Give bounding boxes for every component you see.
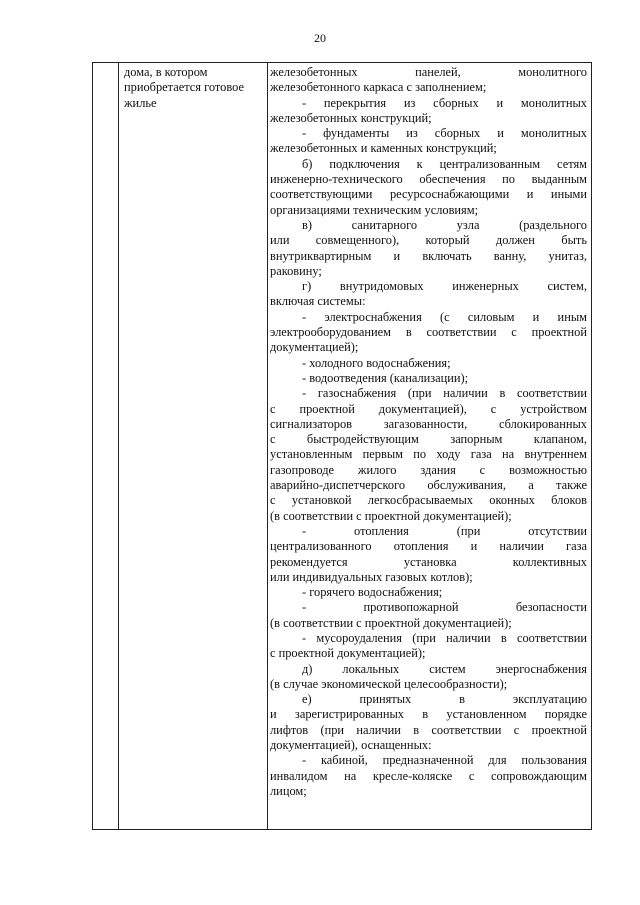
requirements-text-line: - кабиной, предназначенной для пользования <box>302 753 587 768</box>
requirements-text-line: инвалидом на кресле-коляске с сопровождающим <box>270 768 587 783</box>
requirements-text-line: железобетонных панелей, монолитного <box>270 65 587 79</box>
requirements-text-line: г) внутридомовых инженерных систем, <box>302 279 587 294</box>
requirements-text-line: аварийно-диспетчерского обслуживания, а также <box>270 478 587 493</box>
object-description-line: жилье <box>124 95 157 110</box>
requirements-text-line: лицом; <box>270 783 307 798</box>
requirements-text-line: с установкой легкосбрасываемых оконных блоков <box>270 493 587 508</box>
requirements-text-line: е) принятых в эксплуатацию <box>302 692 587 707</box>
requirements-text-line: (в случае экономической целесообразности); <box>270 676 508 691</box>
requirements-text-line: или индивидуальных газовых котлов); <box>270 569 473 584</box>
requirements-text-line: - водоотведения (канализации); <box>302 370 469 385</box>
requirements-text-line: установленным первым по ходу газа на внутреннем <box>270 447 587 462</box>
requirements-text-line: рекомендуется установка коллективных <box>270 554 587 569</box>
requirements-text-line: - противопожарной безопасности <box>302 600 587 615</box>
requirements-text-line: - мусороудаления (при наличии в соответствии <box>302 630 587 645</box>
requirements-text-line: - фундаменты из сборных и монолитных <box>302 126 587 141</box>
requirements-text-line: (в соответствии с проектной документацией); <box>270 508 512 523</box>
requirements-table <box>92 62 592 830</box>
requirements-text-line: сигнализаторов загазованности, сблокированных <box>270 416 587 431</box>
requirements-text-line: железобетонных конструкций; <box>270 110 432 125</box>
requirements-text-line: в) санитарного узла (раздельного <box>302 217 587 232</box>
requirements-text-line: или совмещенного), который должен быть <box>270 233 587 248</box>
requirements-text-line: централизованного отопления и наличии газа <box>270 539 587 554</box>
requirements-text-line: - газоснабжения (при наличии в соответствии <box>302 386 587 401</box>
requirements-text-line: организациями техническим условиям; <box>270 202 479 217</box>
requirements-text-line: газопроводе жилого здания с возможностью <box>270 462 587 477</box>
requirements-text-line: - перекрытия из сборных и монолитных <box>302 95 587 110</box>
requirements-text-line: - горячего водоснабжения; <box>302 585 443 600</box>
requirements-text-line: - отопления (при отсутствии <box>302 523 587 538</box>
column-divider <box>118 63 119 829</box>
requirements-text-line: включая системы: <box>270 294 366 309</box>
requirements-text-line: внутриквартирным и включать ванну, унитаз, <box>270 248 587 263</box>
requirements-text-line: д) локальных систем энергоснабжения <box>302 661 587 676</box>
requirements-text-line: - электроснабжения (с силовым и иным <box>302 309 587 324</box>
requirements-text-line: электрооборудованием в соответствии с проектной <box>270 325 587 340</box>
requirements-text-line: (в соответствии с проектной документацией); <box>270 615 512 630</box>
object-description-line: приобретается готовое <box>124 80 244 95</box>
page-number: 20 <box>314 31 326 45</box>
requirements-text-line: соответствующими ресурсоснабжающими и иными <box>270 187 587 202</box>
requirements-text-line: железобетонного каркаса с заполнением; <box>270 80 487 95</box>
requirements-text-line: документацией), оснащенных: <box>270 738 432 753</box>
requirements-text-line: с быстродействующим запорным клапаном, <box>270 432 587 447</box>
requirements-text-line: документацией); <box>270 340 359 355</box>
requirements-text-line: с проектной документацией), с устройством <box>270 401 587 416</box>
object-description-cell <box>124 65 264 111</box>
requirements-text-line: инженерно-технического обеспечения по выданным <box>270 172 587 187</box>
requirements-text-line: и зарегистрированных в установленном порядке <box>270 707 587 722</box>
requirements-text-line: с проектной документацией); <box>270 646 426 661</box>
requirements-text-line: лифтов (при наличии в соответствии с проектной <box>270 722 587 737</box>
requirements-text-line: - холодного водоснабжения; <box>302 355 451 370</box>
column-divider <box>267 63 268 829</box>
requirements-text-line: раковину; <box>270 263 322 278</box>
requirements-text-line: железобетонных и каменных конструкций; <box>270 141 497 156</box>
number-column-cell <box>93 63 118 829</box>
requirements-text-line: б) подключения к централизованным сетям <box>302 156 587 171</box>
requirements-text-cell <box>270 65 587 799</box>
object-description-line: дома, в котором <box>124 65 208 79</box>
